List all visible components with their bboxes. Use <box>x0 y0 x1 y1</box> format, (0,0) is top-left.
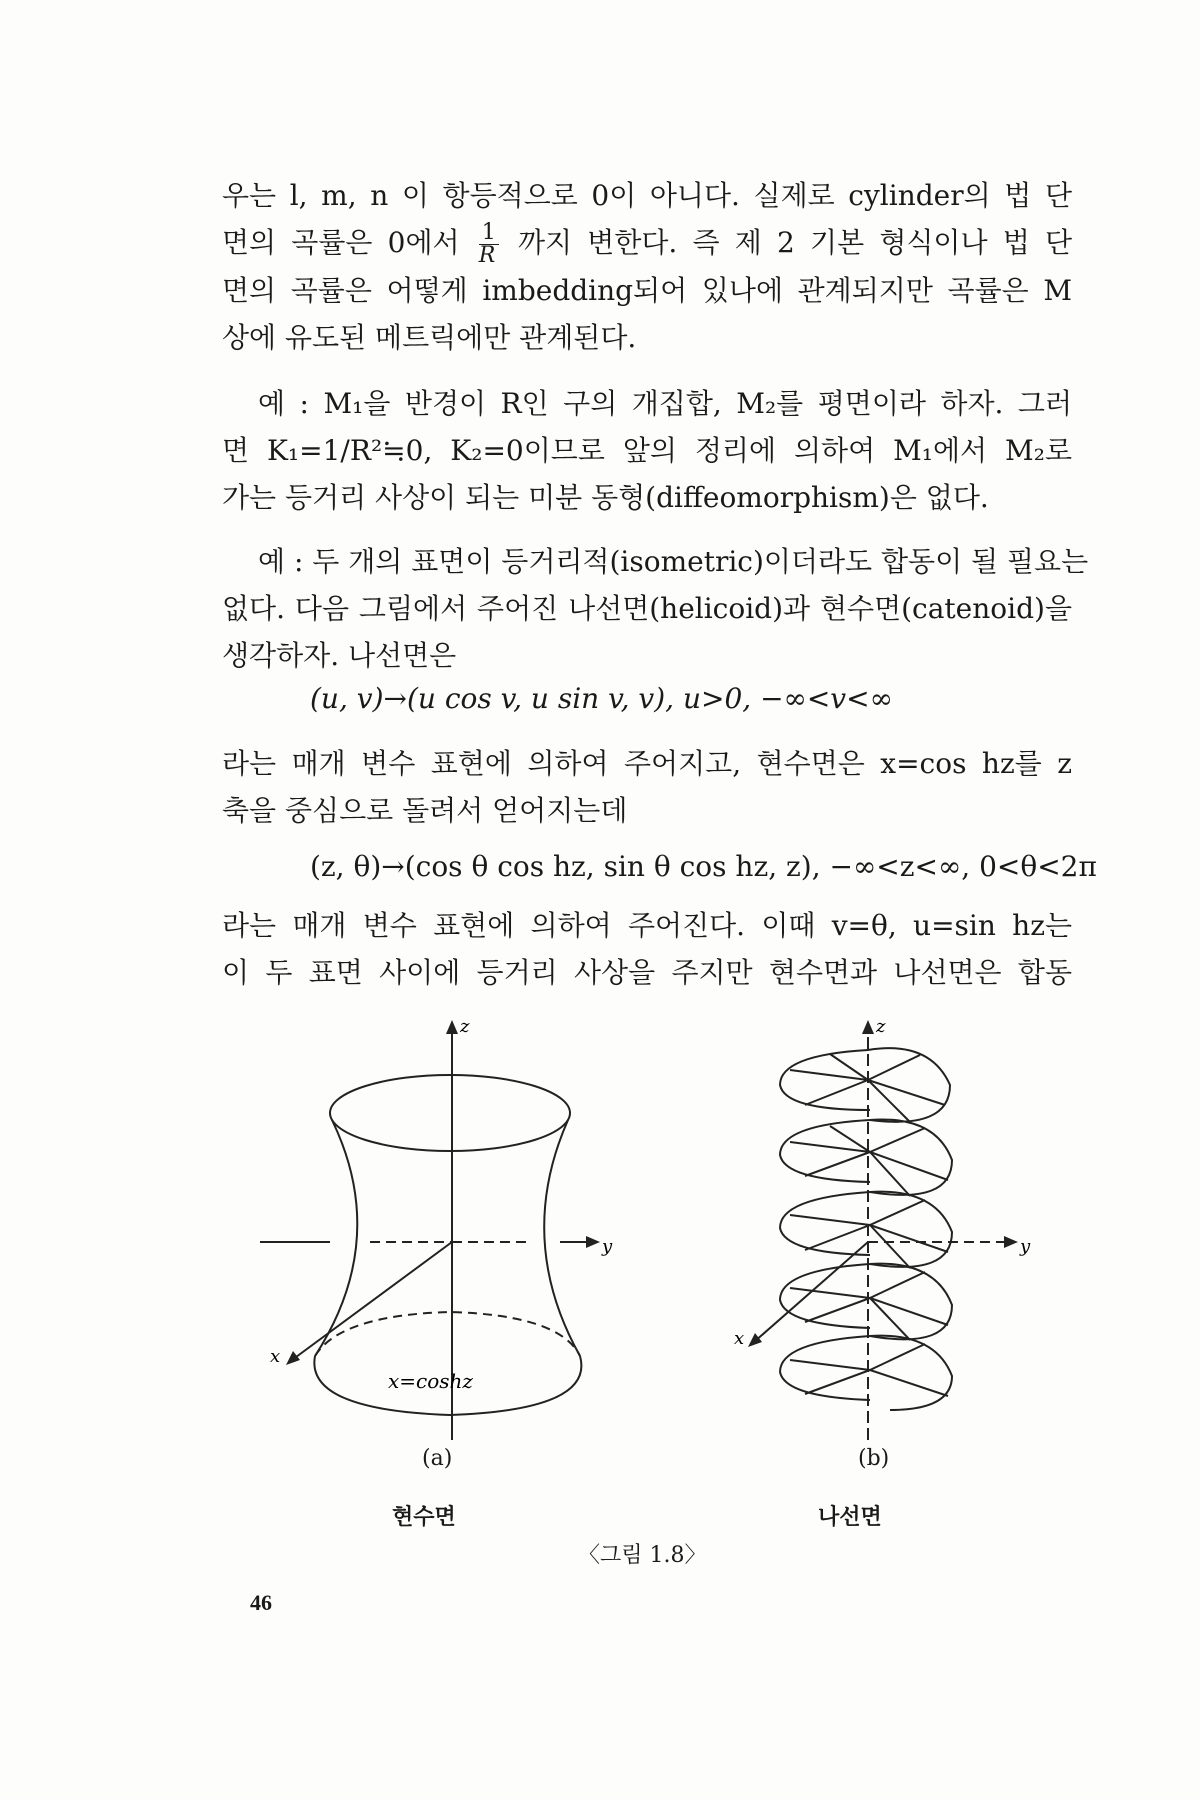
helicoid-turn-4 <box>780 1264 952 1340</box>
paragraph-2-line-2: 면 K₁=1/R²≒0, K₂=0이므로 앞의 정리에 의하여 M₁에서 M₂로 <box>222 434 1072 467</box>
catenoid-top-rim <box>330 1075 570 1151</box>
catenoid-equation: x=coshz <box>388 1369 473 1393</box>
catenoid-z-label: z <box>460 1016 470 1037</box>
helicoid-turn-3 <box>780 1192 952 1268</box>
paragraph-3-line-3: 생각하자. 나선면은 <box>222 639 457 672</box>
line-2-suffix: 까지 변한다. 즉 제 2 기본 형식이나 법 단 <box>517 226 1073 259</box>
paragraph-2-line-1: 예 : M₁을 반경이 R인 구의 개집합, M₂를 평면이라 하자. 그러 <box>258 387 1072 420</box>
helicoid-turn-1 <box>780 1048 950 1122</box>
helicoid-z-label: z <box>876 1016 886 1037</box>
paragraph-1-line-4: 상에 유도된 메트릭에만 관계된다. <box>222 321 637 354</box>
paragraph-4 <box>222 740 1072 834</box>
catenoid-bottom-rim-back <box>315 1312 580 1356</box>
catenoid-figure <box>240 1010 640 1450</box>
paragraph-3 <box>222 538 1089 679</box>
paragraph-2-line-3: 가는 등거리 사상이 되는 미분 동형(diffeomorphism)은 없다. <box>222 481 989 514</box>
helicoid-turn-2 <box>780 1120 952 1197</box>
paragraph-5 <box>222 902 1072 996</box>
paragraph-5-line-2: 이 두 표면 사이에 등거리 사상을 주지만 현수면과 나선면은 합동 <box>222 956 1072 989</box>
paragraph-2 <box>222 380 1072 521</box>
page-number: 46 <box>250 1590 272 1615</box>
paragraph-1-line-1: 우는 l, m, n 이 항등적으로 0이 아니다. 실제로 cylinder의 법 단 <box>222 179 1072 212</box>
figure-caption: 〈그림 1.8〉 <box>578 1543 707 1568</box>
formula-catenoid: (z, θ)→(cos θ cos hz, sin θ cos hz, z), −∞<z<∞, 0<θ<2π <box>310 850 1097 883</box>
formula-helicoid: (u, v)→(u cos v, u sin v, v), u>0, −∞<v<∞ <box>310 682 893 715</box>
catenoid-left-profile <box>315 1120 357 1356</box>
paragraph-3-line-2: 없다. 다음 그림에서 주어진 나선면(helicoid)과 현수면(catenoid)을 <box>222 592 1072 625</box>
paragraph-4-line-2: 축을 중심으로 돌려서 얻어지는데 <box>222 794 628 827</box>
fraction-denominator: R <box>478 243 496 268</box>
helicoid-x-label: x <box>734 1328 745 1349</box>
paragraph-5-line-1: 라는 매개 변수 표현에 의하여 주어진다. 이때 v=θ, u=sin hz는 <box>222 909 1072 942</box>
paragraph-1 <box>222 172 1072 361</box>
paragraph-3-line-1: 예 : 두 개의 표면이 등거리적(isometric)이더라도 합동이 될 필요는 <box>258 545 1089 578</box>
helicoid-figure <box>720 1010 1040 1450</box>
catenoid-x-axis <box>292 1242 452 1360</box>
helicoid-name: 나선면 <box>818 1504 882 1530</box>
fraction-one-over-r <box>479 222 499 267</box>
fraction-numerator: 1 <box>479 222 499 245</box>
paragraph-1-line-2 <box>222 219 1072 267</box>
helicoid-y-label: y <box>1020 1236 1031 1257</box>
helicoid-turn-5 <box>780 1336 952 1410</box>
paragraph-1-line-3: 면의 곡률은 어떻게 imbedding되어 있나에 관계되지만 곡률은 M <box>222 274 1072 307</box>
catenoid-right-profile <box>544 1120 580 1356</box>
line-2-prefix: 면의 곡률은 0에서 <box>222 226 460 259</box>
catenoid-sublabel: (a) <box>422 1446 453 1471</box>
paragraph-4-line-1: 라는 매개 변수 표현에 의하여 주어지고, 현수면은 x=cos hz를 z <box>222 747 1072 780</box>
helicoid-sublabel: (b) <box>858 1446 890 1471</box>
catenoid-y-label: y <box>602 1236 613 1257</box>
catenoid-name: 현수면 <box>392 1504 456 1530</box>
catenoid-x-label: x <box>270 1346 281 1367</box>
